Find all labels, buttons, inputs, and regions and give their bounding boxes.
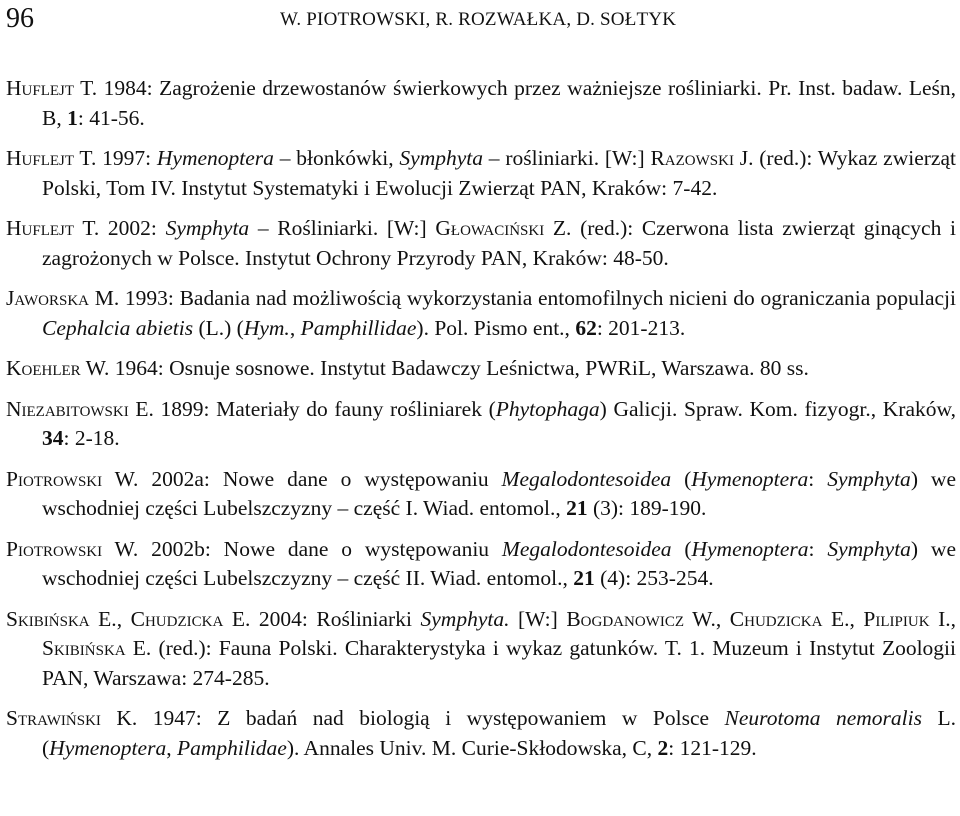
reference-text: [W:] [509,606,567,631]
reference-text: (red.): Wykaz zwierząt Polski, Tom IV. Instytut Systematyki i Ewolucji Zwierząt PAN, Kraków: 7-42. [42,146,956,200]
author-name: Strawiński K. [6,706,138,730]
reference-text: – błonkówki, [273,146,400,170]
reference-text: (red.): Czerwona lista zwierząt ginących i zagrożonych w Polsce. Instytut Ochrony Przyrody PAN, Kraków: 48-50. [42,216,956,270]
editor-name: Głowaciński Z. [435,216,572,240]
reference-text: , [116,606,131,631]
reference-text: : [808,466,828,491]
taxon-name: Symphyta [827,536,911,561]
taxon-name: Symphyta. [420,606,510,631]
reference-text: L. ( [42,706,956,760]
author-name: Jaworska M. [6,286,120,310]
reference-text: ( [671,466,692,491]
taxon-name: Cephalcia abietis [42,315,194,340]
taxon-name: Symphyta [827,466,911,491]
reference-entry [6,354,956,384]
reference-text: 1964: Osnuje sosnowe. Instytut Badawczy Leśnictwa, PWRiL, Warszawa. 80 ss. [109,356,809,380]
editor-name: Razowski J. [650,146,754,170]
taxon-name: Hym. [243,315,290,340]
taxon-name: Phytophaga [495,396,600,421]
author-name: Chudzicka E. [130,606,251,631]
reference-text: ). Annales Univ. M. Curie-Skłodowska, C, [286,735,658,760]
reference-entry [6,74,956,133]
reference-text: 2004: Rośliniarki [250,606,421,631]
volume-number: 1 [67,105,78,130]
reference-text: 1993: Badania nad możliwością wykorzystania entomofilnych nicieni do ograniczania populacji [119,286,956,310]
taxon-name: Megalodontesoidea [501,466,672,491]
reference-text: ). Pol. Pismo ent., [416,315,576,340]
author-name: Huflejt T. [6,146,97,170]
reference-entry [6,704,956,763]
reference-text: : 201-213. [596,315,686,340]
reference-text: – rośliniarki. [W:] [483,146,651,170]
taxon-name: Symphyta [165,216,250,240]
reference-entry [6,284,956,343]
running-head: W. PIOTROWSKI, R. ROZWAŁKA, D. SOŁTYK [280,9,677,30]
author-name: Skibińska E. [6,606,117,631]
reference-text: (3): 189-190. [587,496,707,520]
reference-text: 1947: Z badań nad biologią i występowaniem w Polsce [137,706,725,730]
reference-text: 1997: [96,146,157,170]
taxon-name: Pamphilidae [176,735,287,760]
editor-name: Bogdanowicz W. [566,606,716,631]
reference-text: , [950,606,956,631]
author-name: Piotrowski W. [6,536,139,561]
author-name: Huflejt T. [6,76,98,100]
reference-text: 1899: Materiały do fauny rośliniarek ( [153,396,496,421]
taxon-name: Hymenoptera [691,536,809,561]
taxon-name: Hymenoptera [49,735,167,760]
reference-text: : [808,536,828,561]
reference-text: – Rośliniarki. [W:] [249,216,436,240]
editor-name: Chudzicka E. [729,606,850,631]
reference-entry [6,395,956,454]
page-header [6,2,956,42]
taxon-name: Hymenoptera [156,146,274,170]
reference-entry [6,605,956,694]
reference-text: , [715,606,730,631]
volume-number: 21 [566,496,588,520]
reference-text: 2002b: Nowe dane o występowaniu [138,536,502,561]
reference-text: ) Galicji. Spraw. Kom. fizyogr., Kraków, [599,396,957,421]
reference-entry [6,214,956,273]
volume-number: 34 [42,426,64,450]
reference-text: ( [671,536,692,561]
reference-text: (L.) ( [193,315,244,340]
taxon-name: Megalodontesoidea [501,536,672,561]
reference-text: : 41-56. [77,105,145,130]
author-name: Koehler W. [6,356,110,380]
page-number: 96 [6,3,34,34]
reference-text: , [289,315,301,340]
reference-list [6,74,956,774]
reference-text: , [849,606,864,631]
reference-entry [6,535,956,594]
editor-name: Pilipiuk I. [863,606,951,631]
reference-text: 1984: Zagrożenie drzewostanów świerkowych przez ważniejsze rośliniarki. Pr. Inst. badaw. Leśn, B, [42,76,956,130]
reference-entry [6,144,956,203]
author-name: Niezabitowski E. [6,396,154,421]
reference-text: ) we wschodniej części Lubelszczyzny – część I. Wiad. entomol., [42,466,956,520]
author-name: Huflejt T. [6,216,100,240]
editor-name: Skibińska E. [42,636,152,660]
reference-text: (red.): Fauna Polski. Charakterystyka i wykaz gatunków. T. 1. Muzeum i Instytut Zoologii PAN, Warszawa: 274-285. [42,636,956,690]
reference-text: ) we wschodniej części Lubelszczyzny – część II. Wiad. entomol., [42,536,956,590]
reference-text: , [166,735,177,760]
volume-number: 62 [575,315,597,340]
volume-number: 2 [657,735,669,760]
volume-number: 21 [573,566,595,590]
taxon-name: Symphyta [399,146,483,170]
reference-text: 2002: [99,216,166,240]
author-name: Piotrowski W. [6,466,139,491]
reference-entry [6,465,956,524]
reference-text: (4): 253-254. [594,566,714,590]
taxon-name: Neurotoma nemoralis [724,706,922,730]
reference-text: : 121-129. [668,735,757,760]
reference-text: 2002a: Nowe dane o występowaniu [138,466,502,491]
reference-text: : 2-18. [63,426,120,450]
taxon-name: Hymenoptera [691,466,809,491]
taxon-name: Pamphillidae [300,315,417,340]
